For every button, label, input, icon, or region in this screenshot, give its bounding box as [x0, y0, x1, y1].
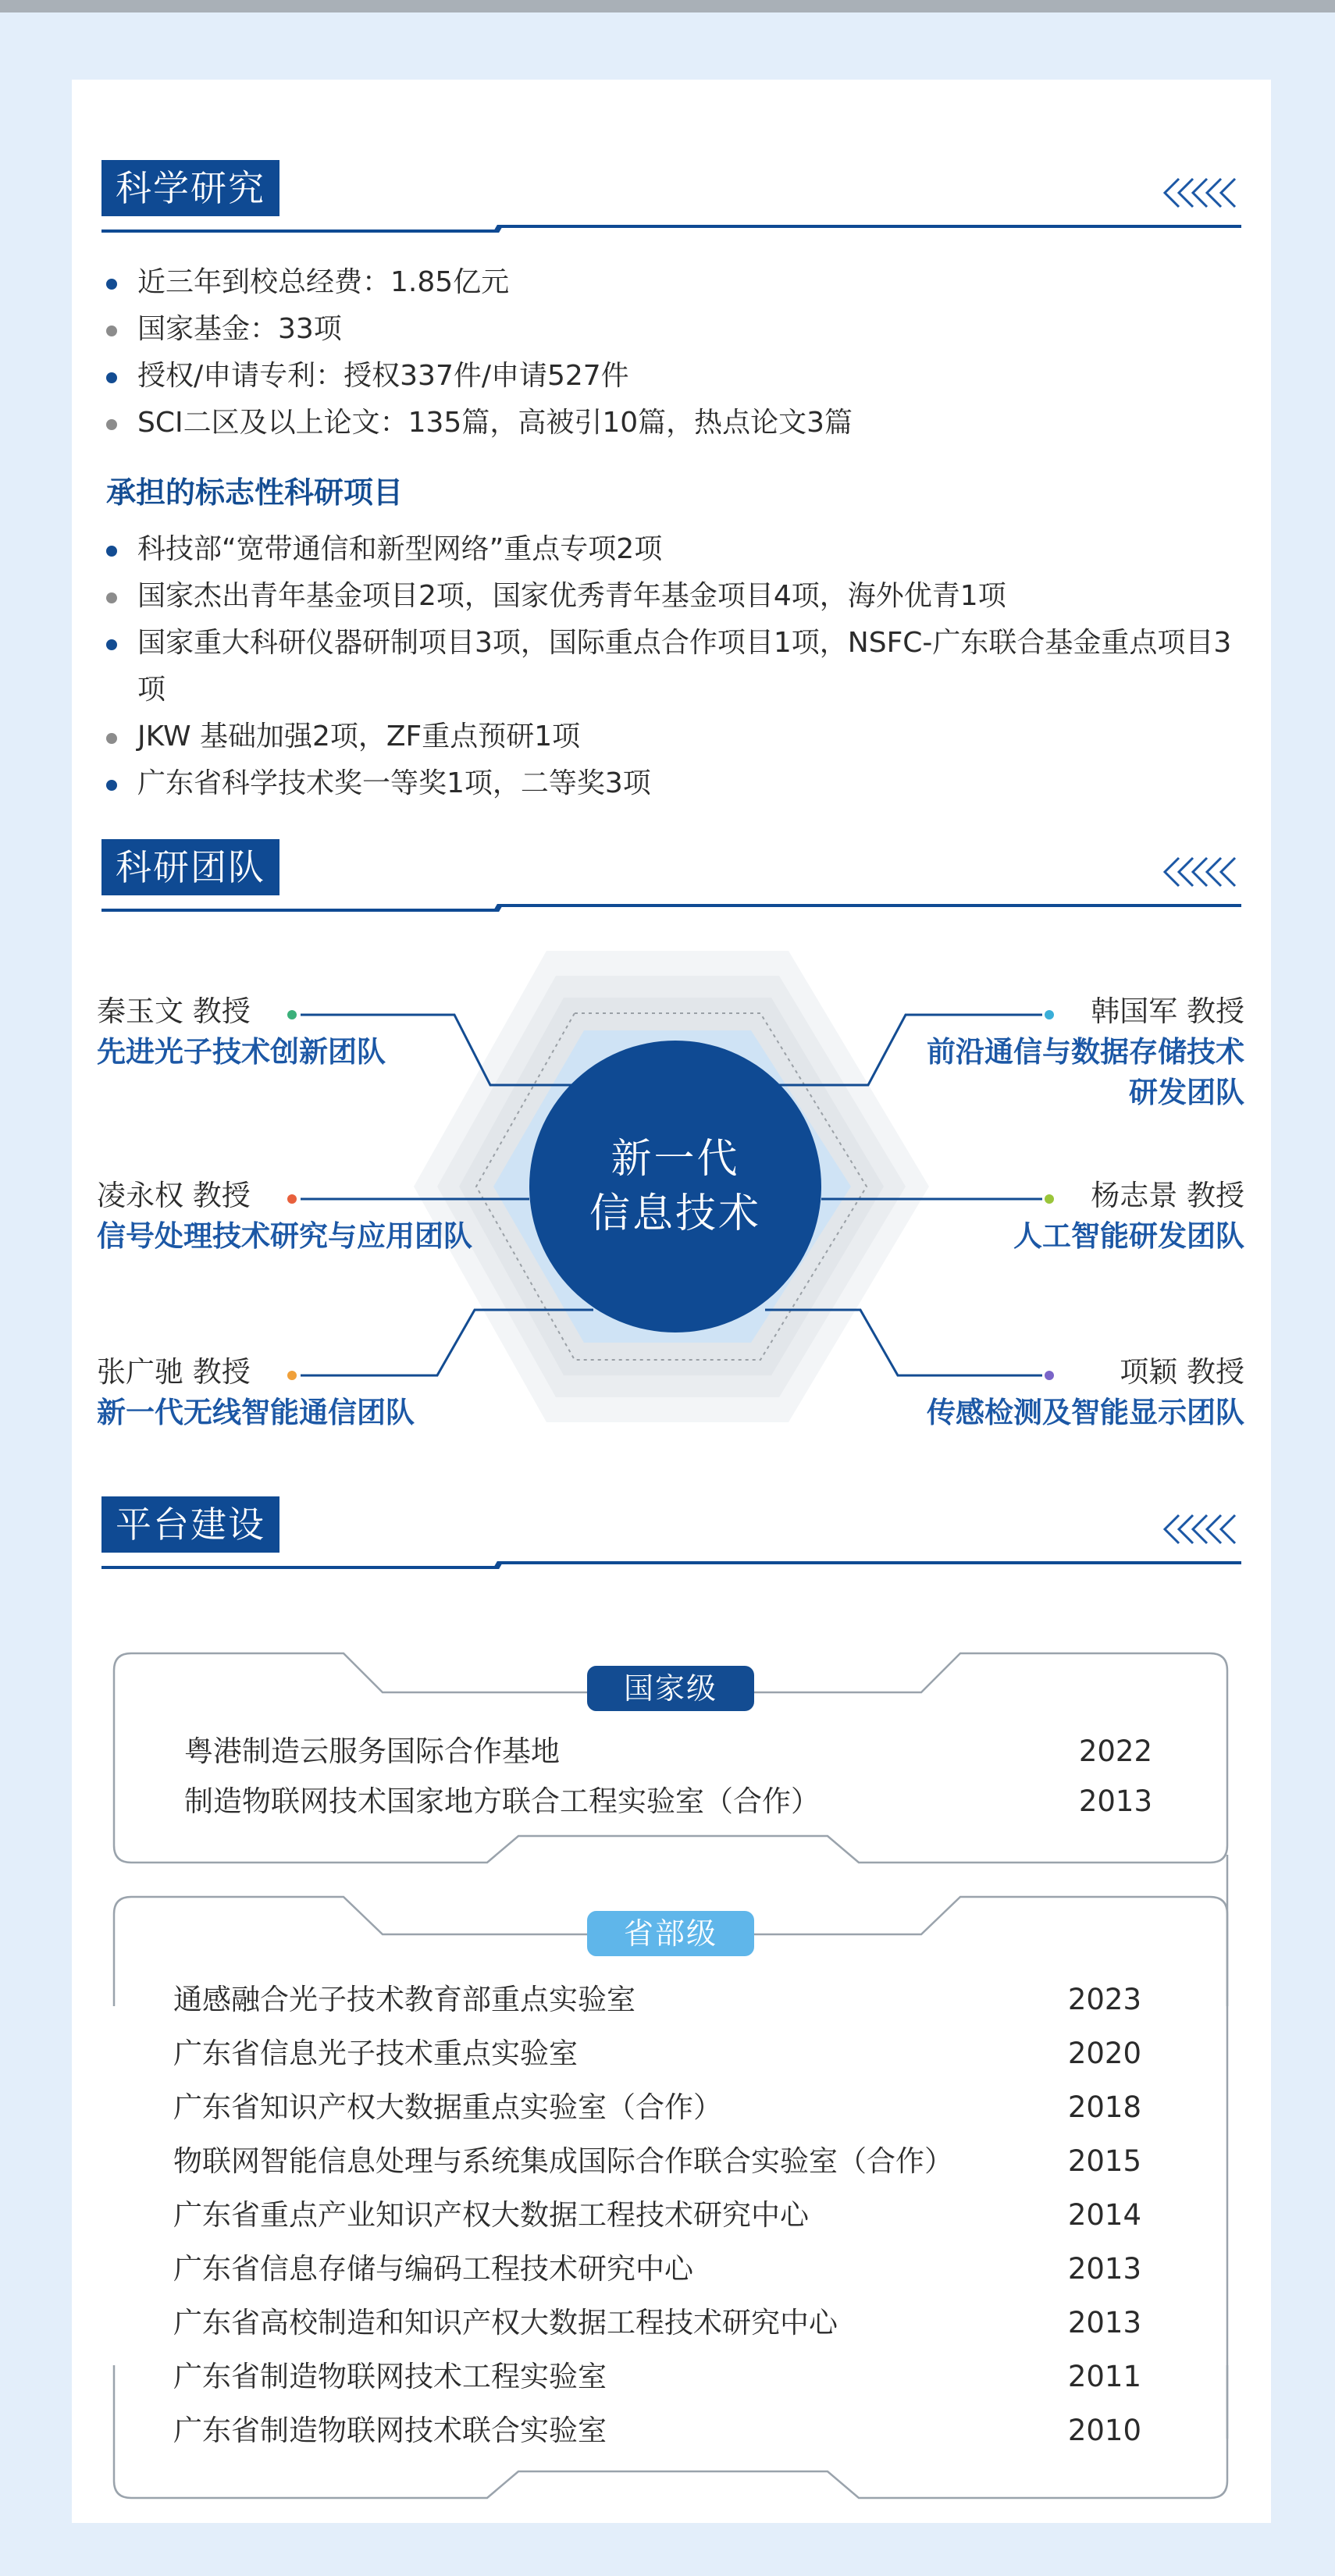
platform-row — [173, 2354, 1141, 2400]
platform-name: 广东省信息存储与编码工程技术研究中心 — [173, 2252, 693, 2286]
team-name: 先进光子技术创新团队 — [97, 1035, 386, 1069]
section-title-platform: 平台建设 — [101, 1496, 279, 1553]
center-topic-line2: 信息技术 — [589, 1190, 761, 1237]
research-stats-list — [106, 259, 1254, 447]
divider — [101, 1566, 498, 1569]
platform-year: 2018 — [1067, 2090, 1141, 2124]
list-item: 授权/申请专利：授权337件/申请527件 — [106, 353, 1254, 400]
top-bar — [0, 0, 1335, 12]
platform-row — [173, 2084, 1141, 2131]
list-item: 国家杰出青年基金项目2项，国家优秀青年基金项目4项，海外优青1项 — [106, 573, 1254, 620]
section-header-research — [101, 160, 1241, 238]
list-item: 国家基金：33项 — [106, 306, 1254, 353]
projects-heading: 承担的标志性科研项目 — [106, 475, 404, 510]
platform-row — [173, 2192, 1141, 2239]
platform-year: 2013 — [1078, 1784, 1152, 1818]
badge-national: 国家级 — [587, 1666, 754, 1711]
list-item: 国家重大科研仪器研制项目3项，国际重点合作项目1项，NSFC-广东联合基金重点项目3项 — [106, 620, 1254, 713]
platform-name: 通感融合光子技术教育部重点实验室 — [173, 1983, 635, 2016]
platform-row — [173, 2246, 1141, 2293]
platform-year: 2013 — [1067, 2252, 1141, 2286]
platform-row — [184, 1728, 1152, 1775]
team-card-left-3 — [97, 1352, 534, 1433]
list-item: 科技部“宽带通信和新型网络”重点专项2项 — [106, 526, 1254, 573]
team-leader-name: 杨志景 教授 — [1091, 1179, 1244, 1212]
platform-year: 2020 — [1067, 2037, 1141, 2070]
section-header-team — [101, 839, 1241, 917]
platform-name: 制造物联网技术国家地方联合工程实验室（合作） — [184, 1784, 820, 1818]
platform-year: 2015 — [1067, 2144, 1141, 2178]
team-leader-name: 韩国军 教授 — [1091, 994, 1244, 1028]
platform-year: 2014 — [1067, 2198, 1141, 2232]
team-leader-name: 秦玉文 教授 — [97, 994, 251, 1028]
chevrons-left-icon — [1160, 1510, 1241, 1548]
platform-name: 广东省重点产业知识产权大数据工程技术研究中心 — [173, 2198, 809, 2232]
team-card-right-3 — [807, 1352, 1244, 1433]
list-item: 广东省科学技术奖一等奖1项，二等奖3项 — [106, 760, 1254, 807]
platform-row — [173, 2407, 1141, 2454]
team-name: 传感检测及智能显示团队 — [927, 1396, 1244, 1429]
platform-year: 2011 — [1067, 2360, 1141, 2393]
team-leader-name: 张广驰 教授 — [97, 1355, 251, 1389]
platform-name: 广东省高校制造和知识产权大数据工程技术研究中心 — [173, 2306, 838, 2339]
platform-row — [173, 1976, 1141, 2023]
chevrons-left-icon — [1160, 853, 1241, 891]
center-topic-circle — [529, 1041, 821, 1332]
platform-year: 2013 — [1067, 2306, 1141, 2339]
divider — [101, 909, 498, 912]
list-item: JKW 基础加强2项，ZF重点预研1项 — [106, 713, 1254, 760]
divider — [498, 1561, 1241, 1564]
team-card-right-2 — [807, 1176, 1244, 1257]
section-title-research: 科学研究 — [101, 160, 279, 216]
list-item: 近三年到校总经费：1.85亿元 — [106, 259, 1254, 306]
platform-row — [173, 2138, 1141, 2185]
platform-name: 粤港制造云服务国际合作基地 — [184, 1735, 560, 1768]
platform-name: 广东省信息光子技术重点实验室 — [173, 2037, 578, 2070]
section-title-team: 科研团队 — [101, 839, 279, 895]
list-item: SCI二区及以上论文：135篇，高被引10篇，热点论文3篇 — [106, 400, 1254, 447]
platform-year: 2022 — [1078, 1735, 1152, 1768]
team-card-left-2 — [97, 1176, 534, 1257]
platform-name: 广东省制造物联网技术联合实验室 — [173, 2414, 607, 2447]
projects-list — [106, 526, 1254, 807]
platform-row — [173, 2300, 1141, 2347]
team-name-cont: 研发团队 — [1129, 1076, 1244, 1109]
team-name: 前沿通信与数据存储技术 — [927, 1035, 1244, 1069]
center-topic-line1: 新一代 — [611, 1136, 740, 1183]
team-name: 信号处理技术研究与应用团队 — [97, 1219, 472, 1253]
platform-row — [173, 2030, 1141, 2077]
team-card-left-1 — [97, 991, 534, 1073]
divider — [101, 229, 498, 233]
divider — [498, 904, 1241, 907]
platform-name: 物联网智能信息处理与系统集成国际合作联合实验室（合作） — [173, 2144, 953, 2178]
platform-name: 广东省知识产权大数据重点实验室（合作） — [173, 2090, 722, 2124]
team-leader-name: 凌永权 教授 — [97, 1179, 251, 1212]
section-header-platform — [101, 1496, 1241, 1574]
platform-row — [184, 1778, 1152, 1825]
team-name: 人工智能研发团队 — [1013, 1219, 1244, 1253]
team-name: 新一代无线智能通信团队 — [97, 1396, 415, 1429]
team-card-right-1 — [807, 991, 1244, 1113]
platform-year: 2023 — [1067, 1983, 1141, 2016]
divider — [498, 225, 1241, 228]
platform-name: 广东省制造物联网技术工程实验室 — [173, 2360, 607, 2393]
platform-year: 2010 — [1067, 2414, 1141, 2447]
team-leader-name: 项颖 教授 — [1120, 1355, 1244, 1389]
chevrons-left-icon — [1160, 174, 1241, 212]
badge-provincial: 省部级 — [587, 1911, 754, 1956]
